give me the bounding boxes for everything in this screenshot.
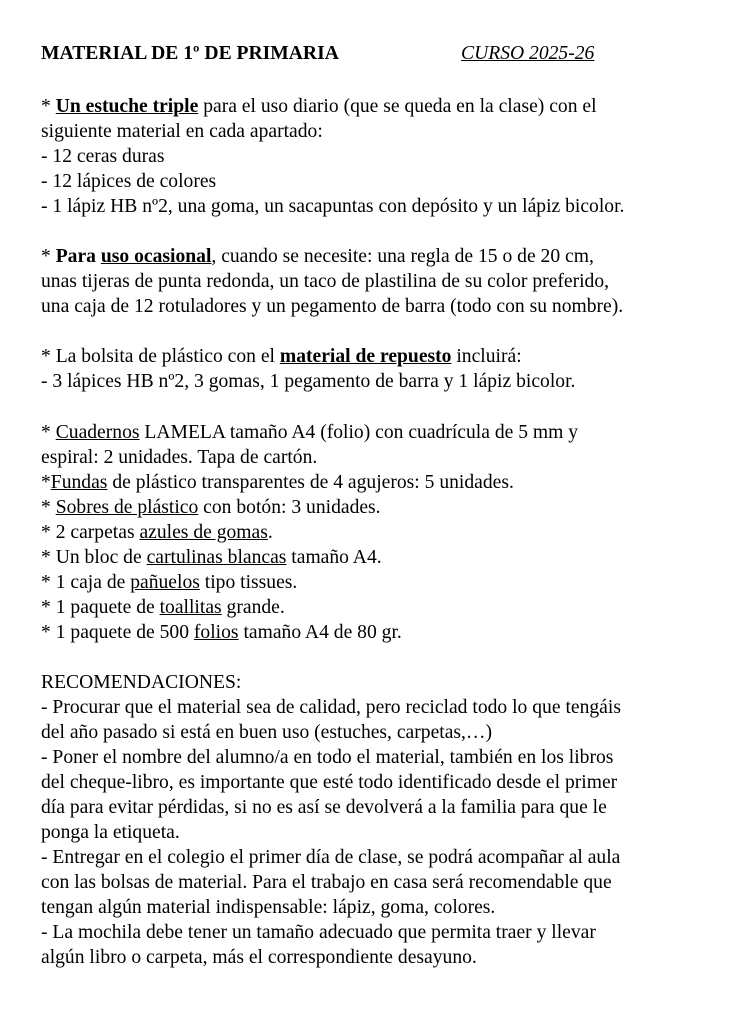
recommendation-line: - Procurar que el material sea de calidad, pero reciclad todo lo que tengáis <box>41 697 621 718</box>
estuche-line-2: siguiente material en cada apartado: <box>41 121 323 142</box>
text-run: incluirá: <box>451 346 522 367</box>
text-run: grande. <box>221 597 285 618</box>
list-item-sobres <box>41 495 715 520</box>
text-run: * La bolsita de plástico con el <box>41 346 280 367</box>
list-item-cuadernos-cont: espiral: 2 unidades. Tapa de cartón. <box>41 447 318 468</box>
keyword: Fundas <box>50 472 108 493</box>
text-run: * Un bloc de <box>41 547 147 568</box>
estuche-item-ceras: - 12 ceras duras <box>41 146 165 167</box>
ocasional-line-3: una caja de 12 rotuladores y un pegamento de barra (todo con su nombre). <box>41 296 624 317</box>
ocasional-keyword: uso ocasional <box>100 246 212 267</box>
text-run: Para <box>55 246 101 267</box>
recommendation-line: ponga la etiqueta. <box>41 822 180 843</box>
estuche-keyword: Un estuche triple <box>55 96 199 117</box>
list-item-fundas <box>41 470 715 495</box>
text-run: tamaño A4. <box>286 547 382 568</box>
text-run: * 1 paquete de <box>41 597 160 618</box>
estuche-item-lapiz-hb: - 1 lápiz HB nº2, una goma, un sacapuntas con depósito y un lápiz bicolor. <box>41 196 625 217</box>
text-run: * 1 caja de <box>41 572 131 593</box>
materials-list <box>41 420 715 645</box>
text-run: , cuando se necesite: una regla de 15 o de 20 cm, <box>211 246 594 267</box>
text-run: tipo tissues. <box>199 572 298 593</box>
list-item-bloc <box>41 545 715 570</box>
text-run: . <box>267 522 273 543</box>
list-item-carpetas <box>41 520 715 545</box>
repuesto-line-1 <box>41 344 715 369</box>
estuche-line-1 <box>41 94 715 119</box>
course-year: CURSO 2025-26 <box>461 43 595 64</box>
text-run: para el uso diario (que se queda en la clase) con el <box>198 96 597 117</box>
recomendaciones-heading: RECOMENDACIONES: <box>41 672 242 693</box>
text-run: * 1 paquete de 500 <box>41 622 194 643</box>
estuche-section <box>41 94 715 219</box>
text-run: LAMELA tamaño A4 (folio) con cuadrícula de 5 mm y <box>139 422 579 443</box>
recommendation-line: día para evitar pérdidas, si no es así se devolverá a la familia para que le <box>41 797 607 818</box>
list-item-toallitas <box>41 595 715 620</box>
bullet: * <box>41 96 56 117</box>
ocasional-section <box>41 244 715 319</box>
text-run: de plástico transparentes de 4 agujeros: 5 unidades. <box>107 472 514 493</box>
recommendation-line: - La mochila debe tener un tamaño adecuado que permita traer y llevar <box>41 922 596 943</box>
keyword: Cuadernos <box>55 422 140 443</box>
document-header <box>41 43 711 69</box>
list-item-panuelos <box>41 570 715 595</box>
recommendation-line: tengan algún material indispensable: lápiz, goma, colores. <box>41 897 496 918</box>
recommendation-line: del año pasado si está en buen uso (estuches, carpetas,…) <box>41 722 493 743</box>
bullet: * <box>41 246 56 267</box>
keyword: cartulinas blancas <box>146 547 287 568</box>
list-item-folios <box>41 620 715 645</box>
recommendation-line: del cheque-libro, es importante que esté todo identificado desde el primer <box>41 772 618 793</box>
keyword: Sobres de plástico <box>55 497 199 518</box>
recommendation-line: - Poner el nombre del alumno/a en todo el material, también en los libros <box>41 747 614 768</box>
list-item-cuadernos <box>41 420 715 445</box>
ocasional-line-1 <box>41 244 715 269</box>
keyword: azules de gomas <box>139 522 268 543</box>
bullet: * <box>41 422 56 443</box>
page-title: MATERIAL DE 1º DE PRIMARIA <box>41 43 339 64</box>
recomendaciones-section <box>41 670 715 970</box>
text-run: tamaño A4 de 80 gr. <box>238 622 402 643</box>
bullet: * <box>41 472 51 493</box>
ocasional-bold <box>56 246 212 267</box>
recommendation-line: - Entregar en el colegio el primer día de clase, se podrá acompañar al aula <box>41 847 621 868</box>
repuesto-line-2: - 3 lápices HB nº2, 3 gomas, 1 pegamento de barra y 1 lápiz bicolor. <box>41 371 576 392</box>
keyword: folios <box>193 622 239 643</box>
text-run: con botón: 3 unidades. <box>198 497 381 518</box>
keyword: toallitas <box>159 597 222 618</box>
repuesto-section <box>41 344 715 394</box>
bullet: * <box>41 497 56 518</box>
recommendation-line: algún libro o carpeta, más el correspondiente desayuno. <box>41 947 477 968</box>
recommendation-line: con las bolsas de material. Para el trabajo en casa será recomendable que <box>41 872 612 893</box>
estuche-item-lapices: - 12 lápices de colores <box>41 171 217 192</box>
text-run: * 2 carpetas <box>41 522 140 543</box>
repuesto-keyword: material de repuesto <box>279 346 452 367</box>
keyword: pañuelos <box>130 572 200 593</box>
ocasional-line-2: unas tijeras de punta redonda, un taco de plastilina de su color preferido, <box>41 271 610 292</box>
